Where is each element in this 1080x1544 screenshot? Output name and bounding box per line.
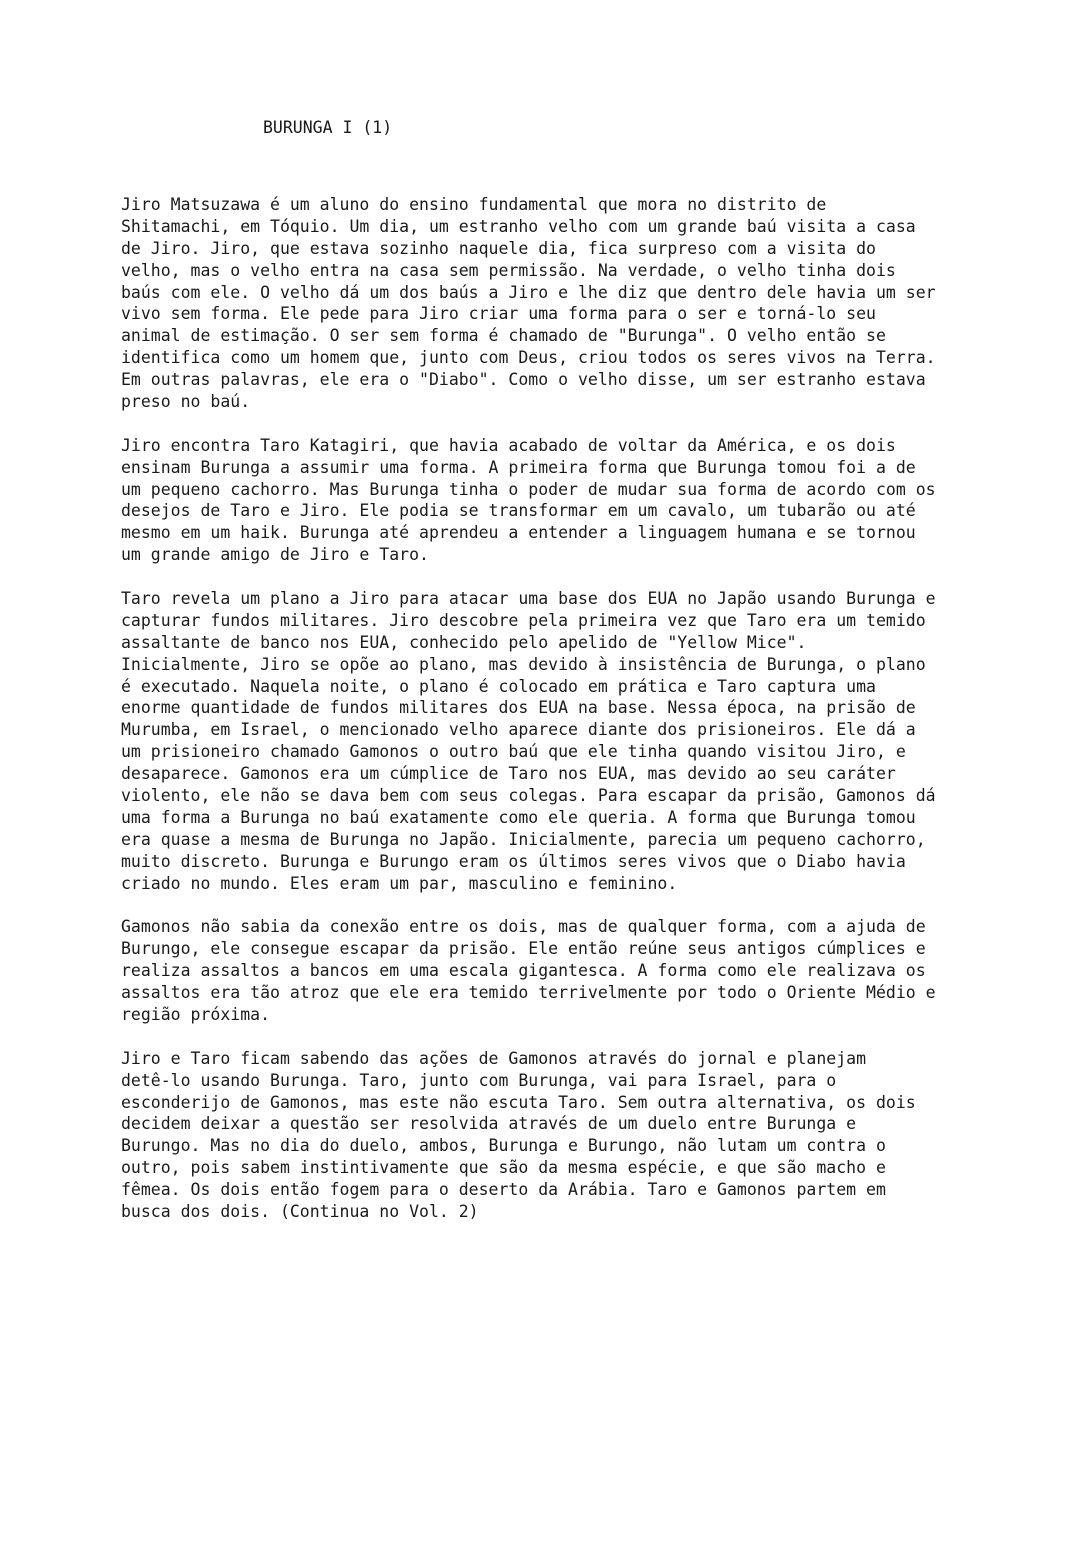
text-line: baús com ele. O velho dá um dos baús a Jiro e lhe diz que dentro dele havia um ser — [121, 282, 936, 302]
text-line: mesmo em um haik. Burunga até aprendeu a entender a linguagem humana e se tornou — [121, 523, 916, 543]
text-line: criado no mundo. Eles eram um par, masculino e feminino. — [121, 873, 678, 893]
text-line: Jiro e Taro ficam sabendo das ações de Gamonos através do jornal e planejam — [121, 1048, 867, 1068]
text-line: desejos de Taro e Jiro. Ele podia se transformar em um cavalo, um tubarão ou até — [121, 501, 916, 521]
paragraph-gap — [121, 895, 1021, 917]
text-line: detê-lo usando Burunga. Taro, junto com Burunga, vai para Israel, para o — [121, 1070, 837, 1090]
text-line: fêmea. Os dois então fogem para o deserto da Arábia. Taro e Gamonos partem em — [121, 1180, 886, 1200]
paragraph — [121, 1048, 1021, 1223]
text-line: era quase a mesma de Burunga no Japão. Inicialmente, parecia um pequeno cachorro, — [121, 829, 926, 849]
text-line: de Jiro. Jiro, que estava sozinho naquele dia, fica surpreso com a visita do — [121, 238, 876, 258]
paragraph — [121, 588, 1021, 894]
text-line: identifica como um homem que, junto com Deus, criou todos os seres vivos na Terra. — [121, 348, 936, 368]
text-line: preso no baú. — [121, 392, 251, 412]
text-line: Burungo. Mas no dia do duelo, ambos, Burunga e Burungo, não lutam um contra o — [121, 1136, 886, 1156]
text-line: um grande amigo de Jiro e Taro. — [121, 545, 429, 565]
text-line: Burungo, ele consegue escapar da prisão. Ele então reúne seus antigos cúmplices e — [121, 939, 926, 959]
text-line: Jiro encontra Taro Katagiri, que havia acabado de voltar da América, e os dois — [121, 435, 896, 455]
text-line: decidem deixar a questão ser resolvida através de um duelo entre Burunga e — [121, 1114, 857, 1134]
text-line: desaparece. Gamonos era um cúmplice de Taro nos EUA, mas devido ao seu caráter — [121, 764, 896, 784]
text-line: muito discreto. Burunga e Burungo eram os últimos seres vivos que o Diabo havia — [121, 851, 906, 871]
text-line: realiza assaltos a bancos em uma escala gigantesca. A forma como ele realizava os — [121, 961, 926, 981]
text-line: Inicialmente, Jiro se opõe ao plano, mas devido à insistência de Burunga, o plano — [121, 654, 926, 674]
text-line: assaltante de banco nos EUA, conhecido pelo apelido de "Yellow Mice". — [121, 632, 807, 652]
document-title: BURUNGA I (1) — [263, 118, 393, 137]
paragraph — [121, 916, 1021, 1025]
text-line: busca dos dois. (Continua no Vol. 2) — [121, 1201, 479, 1221]
text-line: Murumba, em Israel, o mencionado velho aparece diante dos prisioneiros. Ele dá a — [121, 720, 916, 740]
text-line: assaltos era tão atroz que ele era temido terrivelmente por todo o Oriente Médio e — [121, 983, 936, 1003]
text-line: vivo sem forma. Ele pede para Jiro criar uma forma para o ser e torná-lo seu — [121, 304, 876, 324]
document-body — [121, 194, 1021, 1223]
text-line: uma forma a Burunga no baú exatamente como ele queria. A forma que Burunga tomou — [121, 807, 916, 827]
text-line: enorme quantidade de fundos militares dos EUA na base. Nessa época, na prisão de — [121, 698, 916, 718]
paragraph-gap — [121, 566, 1021, 588]
text-line: um prisioneiro chamado Gamonos o outro baú que ele tinha quando visitou Jiro, e — [121, 742, 906, 762]
text-line: região próxima. — [121, 1004, 271, 1024]
text-line: violento, ele não se dava bem com seus colegas. Para escapar da prisão, Gamonos dá — [121, 786, 936, 806]
text-line: ensinam Burunga a assumir uma forma. A primeira forma que Burunga tomou foi a de — [121, 457, 916, 477]
text-line: Jiro Matsuzawa é um aluno do ensino fundamental que mora no distrito de — [121, 195, 827, 214]
paragraph-gap — [121, 1026, 1021, 1048]
text-line: outro, pois sabem instintivamente que são da mesma espécie, e que são macho e — [121, 1158, 886, 1178]
text-line: Gamonos não sabia da conexão entre os dois, mas de qualquer forma, com a ajuda de — [121, 917, 926, 937]
paragraph-gap — [121, 413, 1021, 435]
text-line: é executado. Naquela noite, o plano é colocado em prática e Taro captura uma — [121, 676, 876, 696]
text-line: um pequeno cachorro. Mas Burunga tinha o poder de mudar sua forma de acordo com os — [121, 479, 936, 499]
text-line: Taro revela um plano a Jiro para atacar uma base dos EUA no Japão usando Burunga e — [121, 589, 936, 609]
text-line: Shitamachi, em Tóquio. Um dia, um estranho velho com um grande baú visita a casa — [121, 216, 916, 236]
text-line: esconderijo de Gamonos, mas este não escuta Taro. Sem outra alternativa, os dois — [121, 1092, 916, 1112]
paragraph — [121, 435, 1021, 566]
text-line: animal de estimação. O ser sem forma é chamado de "Burunga". O velho então se — [121, 326, 886, 346]
paragraph — [121, 194, 1021, 413]
text-line: capturar fundos militares. Jiro descobre pela primeira vez que Taro era um temido — [121, 610, 926, 630]
text-line: Em outras palavras, ele era o "Diabo". Como o velho disse, um ser estranho estava — [121, 370, 926, 390]
text-line: velho, mas o velho entra na casa sem permissão. Na verdade, o velho tinha dois — [121, 260, 896, 280]
